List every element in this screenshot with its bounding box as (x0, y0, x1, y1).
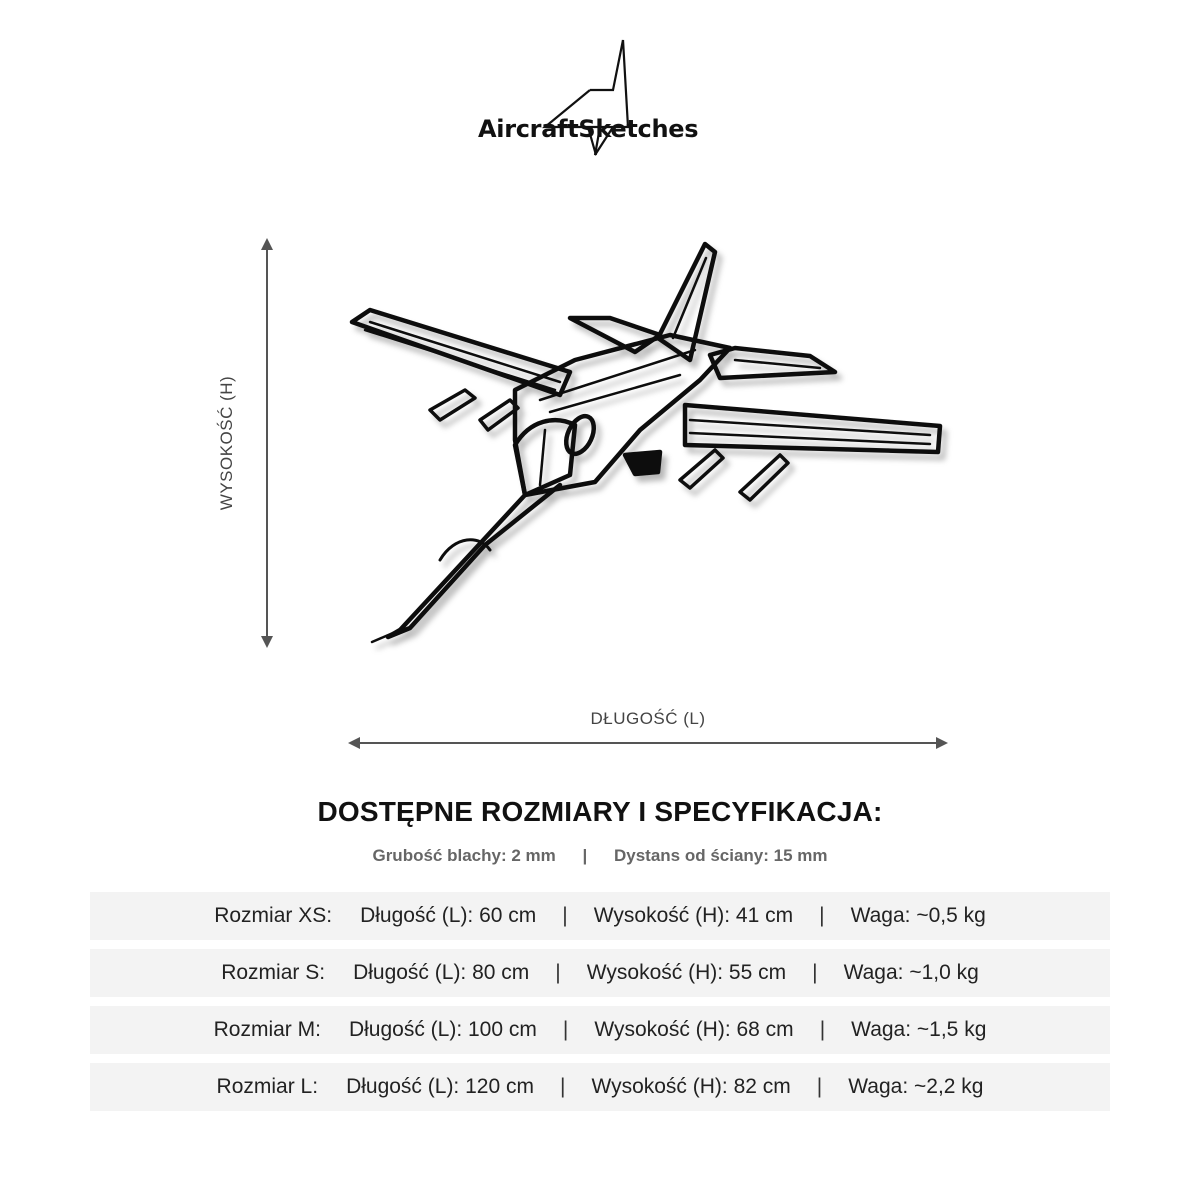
specs-subtitle (0, 846, 1200, 866)
size-height: Wysokość (H): 68 cm (594, 1018, 794, 1041)
sheet-thickness: Grubość blachy: 2 mm (372, 846, 556, 865)
length-dimension-arrow (348, 733, 948, 753)
size-length: Długość (L): 120 cm (346, 1075, 534, 1098)
separator: | (819, 1018, 826, 1041)
separator: | (819, 904, 825, 927)
size-row-m (90, 1006, 1110, 1054)
separator: | (812, 961, 818, 984)
separator: | (559, 1075, 566, 1098)
size-length: Długość (L): 80 cm (353, 961, 530, 984)
size-row-xs (90, 892, 1110, 940)
size-name: Rozmiar M: (213, 1018, 321, 1041)
logo-text: AircraftSketches (478, 115, 699, 143)
specs-title: DOSTĘPNE ROZMIARY I SPECYFIKACJA: (317, 796, 883, 827)
size-weight: Waga: ~0,5 kg (850, 904, 986, 927)
size-weight: Waga: ~1,5 kg (851, 1018, 987, 1041)
size-length: Długość (L): 60 cm (360, 904, 537, 927)
height-dimension-arrow (255, 238, 279, 648)
size-height: Wysokość (H): 82 cm (591, 1075, 791, 1098)
size-name: Rozmiar S: (221, 961, 326, 984)
separator: | (562, 1018, 569, 1041)
size-name: Rozmiar L: (216, 1075, 319, 1098)
separator: | (555, 961, 561, 984)
size-weight: Waga: ~2,2 kg (848, 1075, 984, 1098)
separator: | (562, 904, 568, 927)
size-name: Rozmiar XS: (214, 904, 333, 927)
size-height: Wysokość (H): 41 cm (593, 904, 794, 927)
height-label: WYSOKOŚĆ (H) (217, 375, 236, 511)
separator: | (582, 846, 588, 865)
size-length: Długość (L): 100 cm (348, 1018, 537, 1041)
length-label: DŁUGOŚĆ (L) (590, 709, 706, 728)
size-row-l (90, 1063, 1110, 1111)
separator: | (816, 1075, 823, 1098)
size-table (90, 892, 1110, 1120)
size-row-s (90, 949, 1110, 997)
aircraft-sketch (340, 230, 960, 660)
size-weight: Waga: ~1,0 kg (843, 961, 979, 984)
brand-logo (470, 35, 730, 160)
size-height: Wysokość (H): 55 cm (586, 961, 787, 984)
wall-distance: Dystans od ściany: 15 mm (613, 846, 828, 865)
